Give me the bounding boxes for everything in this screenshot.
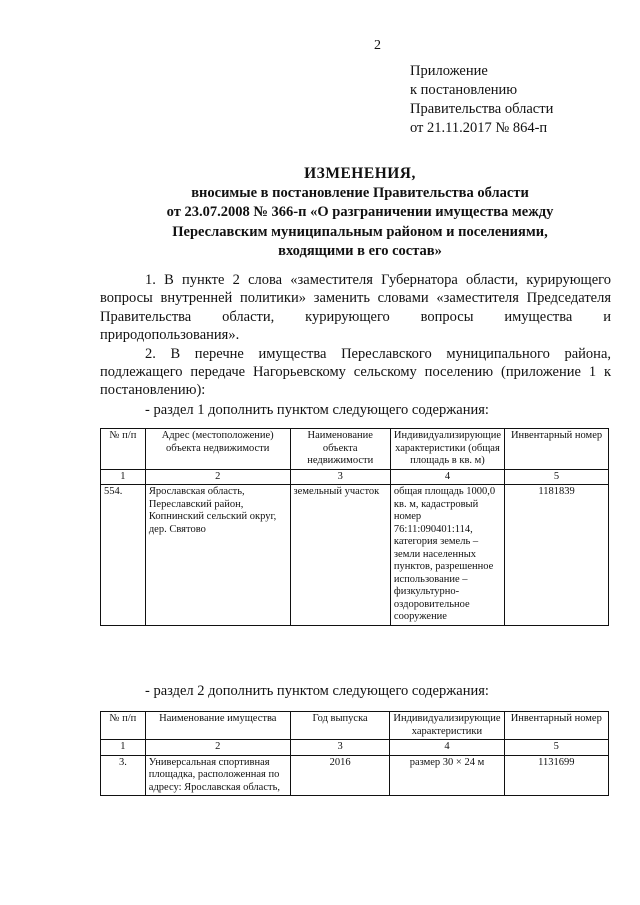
paragraph-1: 1. В пункте 2 слова «заместителя Губернатора области, курирующего вопросы внутренней политики» заменить словами «заместителя Председателя Правительства области, курирующего вопросы имущества и природопользования». [100, 272, 611, 344]
title-line: вносимые в постановление Правительства области [191, 184, 529, 201]
column-number: 3 [290, 469, 390, 485]
cell-address: Ярославская область, Переславский район, Копнинский сельский округ, дер. Святово [145, 485, 290, 626]
paragraph-2: 2. В перечне имущества Переславского муниципального района, подлежащего передаче Нагорьевскому сельскому поселению (приложение 1 к постановлению): [100, 345, 611, 399]
table-section-2 [100, 711, 609, 796]
cell-inventory-number: 1131699 [504, 755, 608, 796]
column-number: 2 [145, 740, 290, 756]
header-cell: № п/п [101, 429, 146, 470]
cell-object-name: земельный участок [290, 485, 390, 626]
header-cell: Год выпуска [290, 712, 390, 740]
table-header-row [101, 429, 609, 470]
header-cell: Индивидуализирующие характеристики (общая площадь в кв. м) [390, 429, 504, 470]
appendix-line: Правительства области [410, 101, 554, 117]
appendix-line: Приложение [410, 63, 488, 79]
cell-characteristics: размер 30 × 24 м [390, 755, 504, 796]
appendix-block [410, 62, 553, 138]
cell-index: 554. [101, 485, 146, 626]
header-cell: Наименование объекта недвижимости [290, 429, 390, 470]
column-number: 4 [390, 469, 504, 485]
header-cell: Индивидуализирующие характеристики [390, 712, 504, 740]
table-row [101, 755, 609, 796]
table-number-row [101, 469, 609, 485]
column-number: 2 [145, 469, 290, 485]
column-number: 4 [390, 740, 504, 756]
header-cell: Инвентарный номер [504, 712, 608, 740]
appendix-line: к постановлению [410, 82, 518, 98]
table-row [101, 485, 609, 626]
title-line: от 23.07.2008 № 366-п «О разграничении имущества между [166, 204, 554, 220]
cell-index: 3. [101, 755, 146, 796]
column-number: 1 [101, 469, 146, 485]
cell-property-name: Универсальная спортивная площадка, расположенная по адресу: Ярославская область, [145, 755, 290, 796]
cell-characteristics: общая площадь 1000,0 кв. м, кадастровый номер 76:11:090401:114, категория земель – земли населенных пунктов, разрешенное использование – физкультурно-оздоровительное сооружение [390, 485, 504, 626]
page-number: 2 [374, 38, 381, 53]
appendix-line: от 21.11.2017 № 864-п [410, 120, 548, 136]
title-line: Переславским муниципальным районом и поселениями, [172, 223, 548, 240]
column-number: 5 [504, 740, 608, 756]
column-number: 5 [505, 469, 609, 485]
table-number-row [101, 740, 609, 756]
column-number: 1 [101, 740, 146, 756]
header-cell: Инвентарный номер [505, 429, 609, 470]
document-title [100, 164, 620, 262]
section-1-instruction: - раздел 1 дополнить пунктом следующего содержания: [145, 402, 489, 418]
section-2-instruction: - раздел 2 дополнить пунктом следующего содержания: [145, 683, 489, 699]
title-line: входящими в его состав» [278, 243, 442, 259]
title-line: ИЗМЕНЕНИЯ, [304, 165, 416, 182]
cell-year: 2016 [290, 755, 390, 796]
header-cell: Наименование имущества [145, 712, 290, 740]
document-body [100, 271, 611, 400]
header-cell: № п/п [101, 712, 146, 740]
cell-inventory-number: 1181839 [505, 485, 609, 626]
column-number: 3 [290, 740, 390, 756]
header-cell: Адрес (местоположение) объекта недвижимости [145, 429, 290, 470]
table-header-row [101, 712, 609, 740]
table-section-1 [100, 428, 609, 626]
